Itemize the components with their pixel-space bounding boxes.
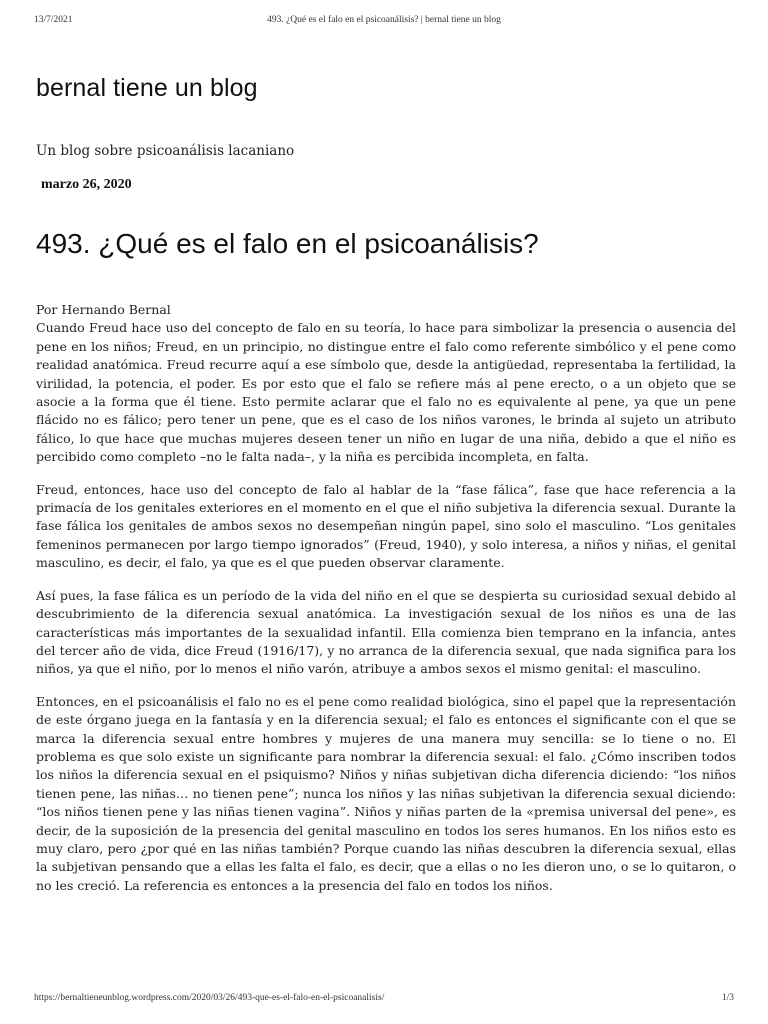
post-body: [36, 301, 736, 909]
post-title: 493. ¿Qué es el falo en el psicoanálisis?: [36, 228, 539, 259]
post-paragraph: Así pues, la fase fálica es un período de la vida del niño en el que se despierta su curiosidad sexual debido al descubrimiento de la diferencia sexual anatómica. La investigación sexual de los niños es una de las características más importantes de la sexualidad infantil. Ella comienza bien temprano en la infancia, antes del tercer año de vida, dice Freud (1916/17), y no arranca de la diferencia sexual, que nada significa para los niños, ya que el niño, por lo menos el niño varón, atribuye a ambos sexos el mismo genital: el masculino.: [36, 587, 736, 677]
post-paragraph: Freud, entonces, hace uso del concepto de falo al hablar de la “fase fálica”, fase que hace referencia a la primacía de los genitales exteriores en el momento en el que el niño subjetiva la diferencia sexual. Durante la fase fálica los genitales de ambos sexos no desempeñan ningún papel, sino solo el masculino. “Los genitales femeninos permanecen por largo tiempo ignorados” (Freud, 1940), y solo interesa, a niños y niñas, el genital masculino, es decir, el falo, ya que es el que pueden observar claramente.: [36, 481, 736, 571]
post-author: Por Hernando Bernal: [36, 302, 171, 317]
site-tagline: Un blog sobre psicoanálisis lacaniano: [36, 143, 295, 159]
print-url: https://bernaltieneunblog.wordpress.com/2020/03/26/493-que-es-el-falo-en-el-psicoanalisis/: [34, 993, 385, 1003]
site-title[interactable]: bernal tiene un blog: [36, 74, 258, 102]
post-paragraph: Cuando Freud hace uso del concepto de falo en su teoría, lo hace para simbolizar la presencia o ausencia del pene en los niños; Freud, en un principio, no distingue entre el falo como referente simbólico y el pene como realidad anatómica. Freud recurre aquí a ese símbolo que, desde la antigüedad, representaba la fertilidad, la virilidad, la potencia, el poder. Es por esto que el falo se refiere más al pene erecto, o a un objeto que se asocie a la forma que él tiene. Esto permite aclarar que el falo no es equivalente al pene, ya que un pene flácido no es fálico; pero tener un pene, que es el caso de los niños varones, le brinda al sujeto un atributo fálico, lo que hace que muchas mujeres deseen tener un niño en lugar de una niña, debido a que el niño es percibido como completo –no le falta nada–, y la niña es percibida incompleta, en falta.: [36, 320, 736, 465]
print-header: [34, 15, 734, 29]
print-page-number: 1/3: [721, 993, 734, 1003]
post-paragraph: Entonces, en el psicoanálisis el falo no es el pene como realidad biológica, sino el papel que la representación de este órgano juega en la fantasía y en la diferencia sexual; el falo es entonces el significante con el que se marca la diferencia sexual entre hombres y mujeres de una manera muy sencilla: se lo tiene o no. El problema es que solo existe un significante para nombrar la diferencia sexual: el falo. ¿Cómo inscriben todos los niños la diferencia sexual en el psiquismo? Niños y niñas subjetivan dicha diferencia diciendo: “los niños tienen pene, las niñas… no tienen pene”; nunca los niños y las niñas subjetivan la diferencia sexual diciendo: “los niños tienen pene y las niñas tienen vagina”. Niños y niñas parten de la «premisa universal del pene», es decir, de la suposición de la presencia del genital masculino en todos los seres humanos. En los niños esto es muy claro, pero ¿por qué en las niñas también? Porque cuando las niñas descubren la diferencia sexual, ellas la subjetivan pensando que a ellas les falta el falo, es decir, que a ellas o no les dieron uno, o se lo quitaron, o no les creció. La referencia es entonces a la presencia del falo en todos los niños.: [36, 693, 736, 893]
print-footer: [34, 993, 734, 1007]
print-page-title: 493. ¿Qué es el falo en el psicoanálisis? | bernal tiene un blog: [267, 15, 501, 25]
post-date[interactable]: marzo 26, 2020: [41, 177, 132, 192]
print-date: 13/7/2021: [34, 15, 73, 25]
